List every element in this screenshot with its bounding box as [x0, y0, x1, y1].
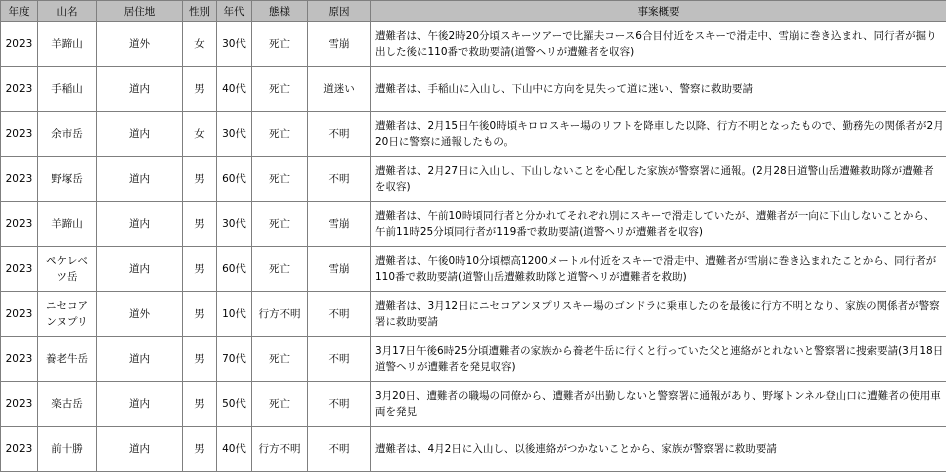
cell-residence: 道内 [97, 382, 183, 427]
cell-summary: 遭難者は、午後2時20分頃スキーツアーで比羅夫コース6合目付近をスキーで滑走中、雪崩に巻き込まれ、同行者が掘り出した後に110番で救助要請(道警ヘリが遭難者を収容) [371, 22, 946, 67]
cell-sex: 男 [183, 202, 217, 247]
cell-residence: 道内 [97, 337, 183, 382]
table-row [1, 67, 946, 112]
table-row [1, 22, 946, 67]
cell-mountain: 余市岳 [38, 112, 97, 157]
cell-age: 40代 [217, 67, 252, 112]
cell-condition: 死亡 [252, 157, 308, 202]
cell-summary: 遭難者は、3月12日にニセコアンヌプリスキー場のゴンドラに乗車したのを最後に行方不明となり、家族の関係者が警察署に救助要請 [371, 292, 946, 337]
cell-cause: 道迷い [308, 67, 371, 112]
table-row [1, 112, 946, 157]
cell-age: 60代 [217, 247, 252, 292]
cell-year: 2023 [1, 67, 38, 112]
cell-condition: 行方不明 [252, 427, 308, 472]
cell-summary: 遭難者は、4月2日に入山し、以後連絡がつかないことから、家族が警察署に救助要請 [371, 427, 946, 472]
cell-residence: 道内 [97, 202, 183, 247]
header-cause: 原因 [308, 1, 371, 22]
cell-sex: 男 [183, 337, 217, 382]
cell-age: 40代 [217, 427, 252, 472]
cell-age: 60代 [217, 157, 252, 202]
cell-mountain: ペケレベツ岳 [38, 247, 97, 292]
cell-mountain: 野塚岳 [38, 157, 97, 202]
cell-residence: 道内 [97, 157, 183, 202]
cell-mountain: 羊蹄山 [38, 202, 97, 247]
cell-summary: 3月20日、遭難者の職場の同僚から、遭難者が出勤しないと警察署に通報があり、野塚トンネル登山口に遭難者の使用車両を発見 [371, 382, 946, 427]
cell-year: 2023 [1, 157, 38, 202]
cell-cause: 不明 [308, 427, 371, 472]
cell-year: 2023 [1, 427, 38, 472]
header-residence: 居住地 [97, 1, 183, 22]
cell-sex: 女 [183, 22, 217, 67]
cell-age: 10代 [217, 292, 252, 337]
cell-cause: 不明 [308, 382, 371, 427]
cell-condition: 死亡 [252, 112, 308, 157]
cell-year: 2023 [1, 382, 38, 427]
cell-sex: 男 [183, 247, 217, 292]
header-sex: 性別 [183, 1, 217, 22]
cell-condition: 死亡 [252, 67, 308, 112]
cell-residence: 道内 [97, 427, 183, 472]
cell-mountain: 前十勝 [38, 427, 97, 472]
cell-sex: 女 [183, 112, 217, 157]
cell-year: 2023 [1, 202, 38, 247]
cell-cause: 不明 [308, 157, 371, 202]
cell-cause: 不明 [308, 292, 371, 337]
cell-age: 30代 [217, 202, 252, 247]
cell-sex: 男 [183, 157, 217, 202]
cell-sex: 男 [183, 382, 217, 427]
table-row [1, 157, 946, 202]
table-row [1, 337, 946, 382]
cell-age: 30代 [217, 22, 252, 67]
table-row [1, 382, 946, 427]
cell-summary: 遭難者は、手稲山に入山し、下山中に方向を見失って道に迷い、警察に救助要請 [371, 67, 946, 112]
cell-mountain: 楽古岳 [38, 382, 97, 427]
header-mountain: 山名 [38, 1, 97, 22]
cell-cause: 雪崩 [308, 22, 371, 67]
header-age: 年代 [217, 1, 252, 22]
cell-residence: 道外 [97, 22, 183, 67]
cell-residence: 道外 [97, 292, 183, 337]
table-row [1, 427, 946, 472]
cell-mountain: ニセコアンヌプリ [38, 292, 97, 337]
cell-year: 2023 [1, 112, 38, 157]
cell-summary: 3月17日午後6時25分頃遭難者の家族から養老牛岳に行くと行っていた父と連絡がとれないと警察署に捜索要請(3月18日道警ヘリが遭難者を発見収容) [371, 337, 946, 382]
cell-condition: 死亡 [252, 337, 308, 382]
cell-cause: 不明 [308, 337, 371, 382]
header-year: 年度 [1, 1, 38, 22]
cell-summary: 遭難者は、午後0時10分頃標高1200メートル付近をスキーで滑走中、遭難者が雪崩に巻き込まれたことから、同行者が110番で救助要請(道警山岳遭難救助隊と道警ヘリが遭難者を救助) [371, 247, 946, 292]
cell-year: 2023 [1, 22, 38, 67]
cell-condition: 死亡 [252, 382, 308, 427]
cell-summary: 遭難者は、2月27日に入山し、下山しないことを心配した家族が警察署に通報。(2月28日道警山岳遭難救助隊が遭難者を収容) [371, 157, 946, 202]
cell-condition: 死亡 [252, 202, 308, 247]
cell-residence: 道内 [97, 112, 183, 157]
cell-condition: 死亡 [252, 247, 308, 292]
table-row [1, 247, 946, 292]
cell-condition: 行方不明 [252, 292, 308, 337]
cell-sex: 男 [183, 67, 217, 112]
cell-year: 2023 [1, 292, 38, 337]
cell-age: 70代 [217, 337, 252, 382]
cell-mountain: 羊蹄山 [38, 22, 97, 67]
table-row [1, 292, 946, 337]
cell-residence: 道内 [97, 67, 183, 112]
header-summary: 事案概要 [371, 1, 946, 22]
cell-year: 2023 [1, 247, 38, 292]
cell-condition: 死亡 [252, 22, 308, 67]
cell-sex: 男 [183, 427, 217, 472]
cell-year: 2023 [1, 337, 38, 382]
cell-age: 50代 [217, 382, 252, 427]
cell-age: 30代 [217, 112, 252, 157]
cell-cause: 雪崩 [308, 202, 371, 247]
cell-summary: 遭難者は、2月15日午後0時頃キロロスキー場のリフトを降車した以降、行方不明となったもので、勤務先の関係者が2月20日に警察に通報したもの。 [371, 112, 946, 157]
table-row [1, 202, 946, 247]
cell-residence: 道内 [97, 247, 183, 292]
cell-mountain: 養老牛岳 [38, 337, 97, 382]
header-row [1, 1, 946, 22]
cell-mountain: 手稲山 [38, 67, 97, 112]
header-condition: 態様 [252, 1, 308, 22]
cell-cause: 雪崩 [308, 247, 371, 292]
cell-cause: 不明 [308, 112, 371, 157]
cell-sex: 男 [183, 292, 217, 337]
cell-summary: 遭難者は、午前10時頃同行者と分かれてそれぞれ別にスキーで滑走していたが、遭難者が一向に下山しないことから、午前11時25分頃同行者が119番で救助要請(道警ヘリが遭難者を収容) [371, 202, 946, 247]
